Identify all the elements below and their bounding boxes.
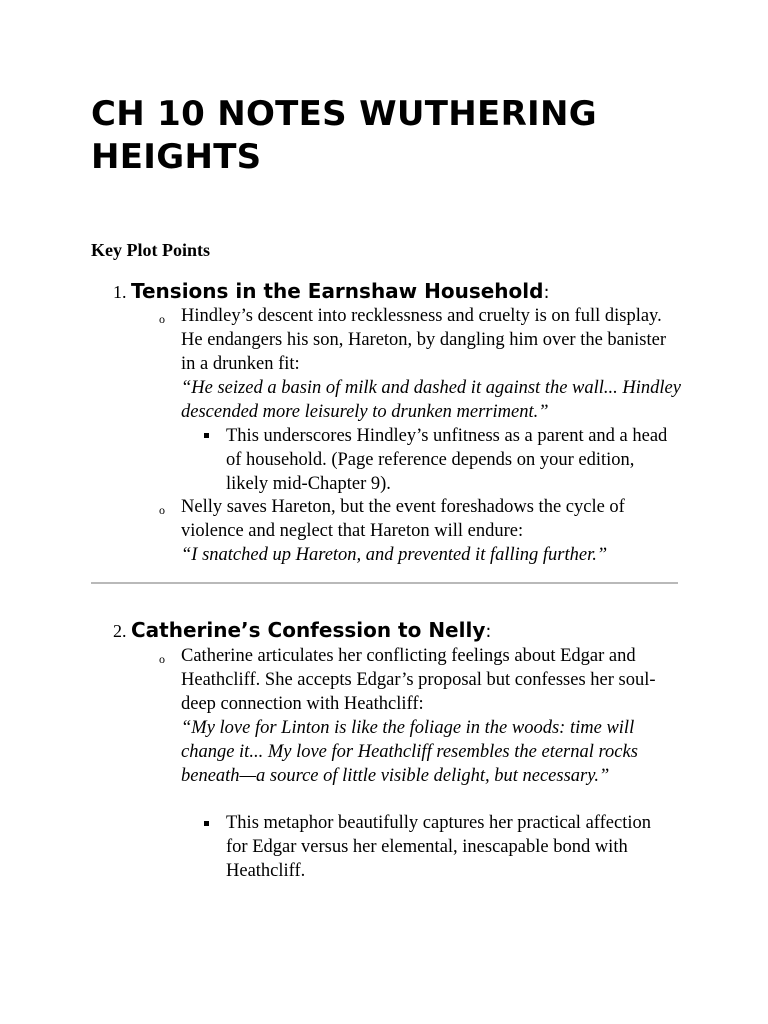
section-title: Tensions in the Earnshaw Household (131, 279, 544, 303)
section-title: Catherine’s Confession to Nelly (131, 618, 486, 642)
bullet-text: Nelly saves Hareton, but the event foreshadows the cycle of violence and neglect that Hareton will endure: (181, 497, 625, 541)
section-number: 2. (113, 621, 127, 641)
heading-colon: : (543, 282, 550, 303)
list-item (181, 644, 681, 788)
quote: “My love for Linton is like the foliage in the woods: time will change it... My love for Heathcliff resembles the eternal rocks beneath—a source of little visible delight, but necessary.” (181, 718, 638, 786)
heading-colon: : (485, 621, 492, 642)
bullet-text: Catherine articulates her conflicting feelings about Edgar and Heathcliff. She accepts Edgar’s proposal but confesses her soul-deep connection with Heathcliff: (181, 646, 656, 714)
page-title: CH 10 NOTES WUTHERING HEIGHTS (91, 94, 597, 177)
bullet-marker: o (159, 503, 165, 517)
bullet-marker: o (159, 312, 165, 326)
bullet-marker: o (159, 652, 165, 666)
section-heading-2 (113, 618, 491, 644)
list-item (181, 495, 681, 567)
list-item (181, 304, 681, 424)
sub-list-item (226, 811, 666, 883)
square-bullet-icon (204, 821, 209, 826)
quote: “I snatched up Hareton, and prevented it falling further.” (181, 545, 608, 565)
divider (91, 582, 678, 584)
sub-bullet-text: This metaphor beautifully captures her practical affection for Edgar versus her elemental, inescapable bond with Heathcliff. (226, 813, 651, 881)
sub-list-item (226, 424, 672, 496)
section-number: 1. (113, 282, 127, 302)
square-bullet-icon (204, 433, 209, 438)
section-heading-1 (113, 279, 550, 305)
bullet-text: Hindley’s descent into recklessness and cruelty is on full display. He endangers his son, Hareton, by dangling him over the banister in a drunken fit: (181, 306, 666, 374)
quote: “He seized a basin of milk and dashed it against the wall... Hindley descended more leisurely to drunken merriment.” (181, 378, 681, 422)
sub-bullet-text: This underscores Hindley’s unfitness as a parent and a head of household. (Page reference depends on your edition, likely mid-Chapter 9). (226, 426, 668, 494)
section-subheading: Key Plot Points (91, 240, 210, 260)
